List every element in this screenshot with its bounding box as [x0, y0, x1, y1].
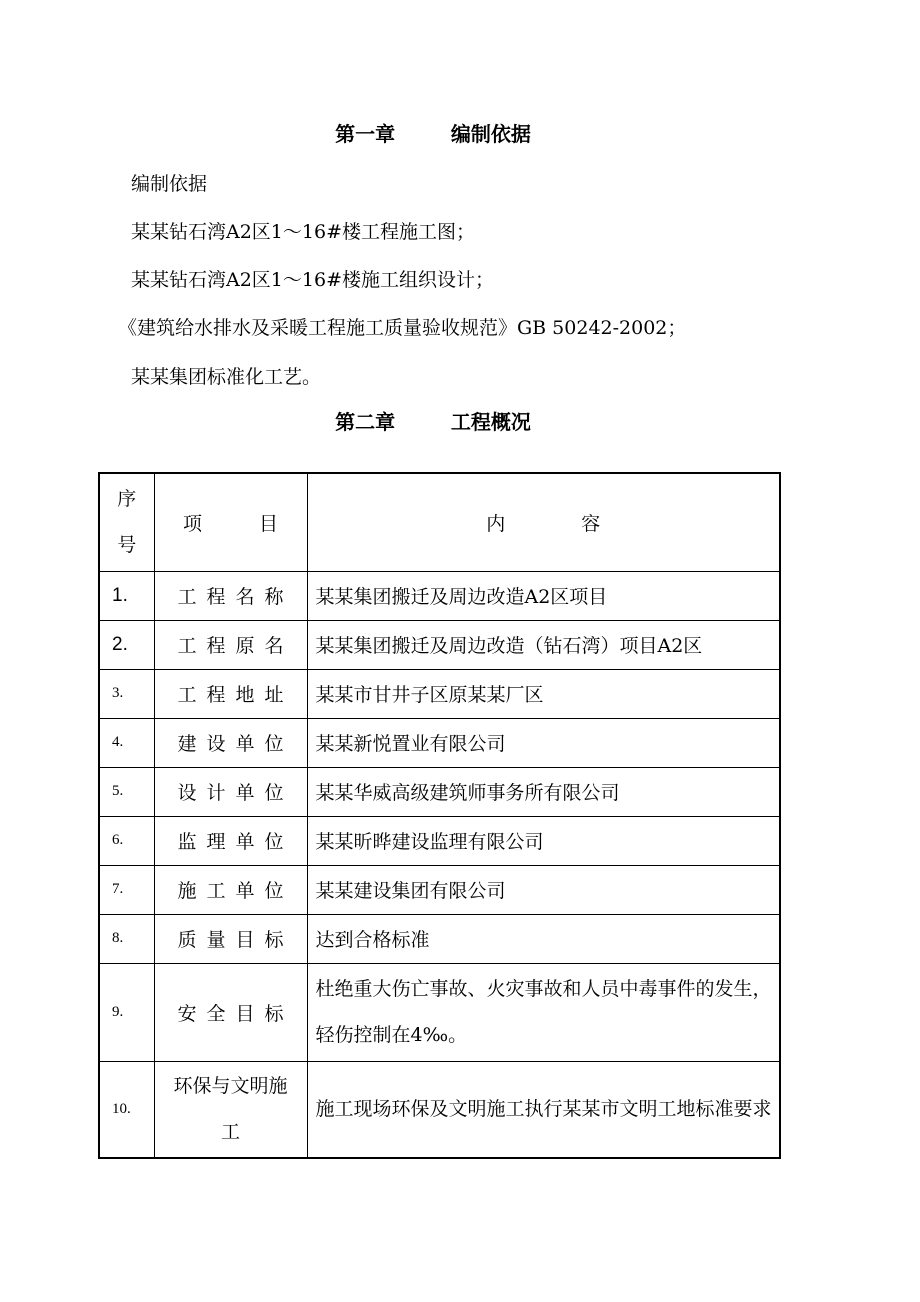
header-content: 内 容: [307, 473, 780, 571]
row-number: 2.: [99, 620, 154, 669]
row-number: 5.: [99, 767, 154, 816]
table-row: [99, 1061, 780, 1158]
row-item: [154, 816, 307, 865]
table-row: [99, 914, 780, 963]
table-row: [99, 767, 780, 816]
chapter-2-title: 第二章 工程概况: [335, 410, 531, 434]
row-content: 某某昕晔建设监理有限公司: [307, 816, 780, 865]
table-row: [99, 963, 780, 1061]
row-item-text: 质量目标: [177, 929, 294, 951]
table-header-row: [99, 473, 780, 571]
row-item: [154, 620, 307, 669]
row-item: [154, 865, 307, 914]
basis-item-standard-process: 某某集团标准化工艺。: [131, 366, 322, 388]
project-overview-table: [98, 472, 781, 1159]
header-sequence-number: [99, 473, 154, 571]
row-content: 某某集团搬迁及周边改造A2区项目: [307, 571, 780, 620]
row-number: 10.: [99, 1061, 154, 1158]
row-number: 1.: [99, 571, 154, 620]
header-item: 项 目: [154, 473, 307, 571]
row-item: [154, 963, 307, 1061]
row-item-text: 工程原名: [177, 635, 294, 657]
row-item-text: 设计单位: [177, 782, 294, 804]
chapter-1-title: 第一章 编制依据: [335, 122, 531, 146]
table-row: [99, 669, 780, 718]
row-item: [154, 767, 307, 816]
row-content: 某某华威高级建筑师事务所有限公司: [307, 767, 780, 816]
row-number: 8.: [99, 914, 154, 963]
row-item: 环保与文明施工: [154, 1061, 307, 1158]
row-item-text: 建设单位: [177, 733, 294, 755]
row-number: 6.: [99, 816, 154, 865]
row-item-text: 工程名称: [177, 586, 294, 608]
row-content: 某某建设集团有限公司: [307, 865, 780, 914]
row-item: [154, 669, 307, 718]
row-number: 4.: [99, 718, 154, 767]
row-item-text: 施工单位: [177, 880, 294, 902]
table-row: [99, 816, 780, 865]
row-content: 杜绝重大伤亡事故、火灾事故和人员中毒事件的发生，轻伤控制在4‰。: [307, 963, 780, 1061]
row-item: [154, 718, 307, 767]
row-item: [154, 571, 307, 620]
header-sequence-line-2: 号: [117, 534, 137, 557]
basis-item-acceptance-standard: 《建筑给水排水及采暖工程施工质量验收规范》GB 50242-2002；: [118, 317, 687, 339]
row-content: 某某市甘井子区原某某厂区: [307, 669, 780, 718]
row-number: 3.: [99, 669, 154, 718]
row-content: 达到合格标准: [307, 914, 780, 963]
basis-item-construction-organization-design: 某某钻石湾A2区1～16#楼施工组织设计；: [131, 269, 494, 291]
row-item-text: 安全目标: [177, 1002, 294, 1025]
row-content: 某某集团搬迁及周边改造（钻石湾）项目A2区: [307, 620, 780, 669]
row-item: [154, 914, 307, 963]
table-row: [99, 620, 780, 669]
row-content: 某某新悦置业有限公司: [307, 718, 780, 767]
header-sequence-line-1: 序: [117, 488, 137, 511]
row-item-text: 监理单位: [177, 831, 294, 853]
row-number: 9.: [99, 963, 154, 1061]
row-number: 7.: [99, 865, 154, 914]
basis-heading: 编制依据: [131, 173, 208, 195]
row-item-text: 工程地址: [177, 684, 294, 706]
table-row: [99, 571, 780, 620]
table-row: [99, 865, 780, 914]
row-content: 施工现场环保及文明施工执行某某市文明工地标准要求: [307, 1061, 780, 1158]
basis-item-construction-drawings: 某某钻石湾A2区1～16#楼工程施工图；: [131, 221, 475, 243]
table-row: [99, 718, 780, 767]
